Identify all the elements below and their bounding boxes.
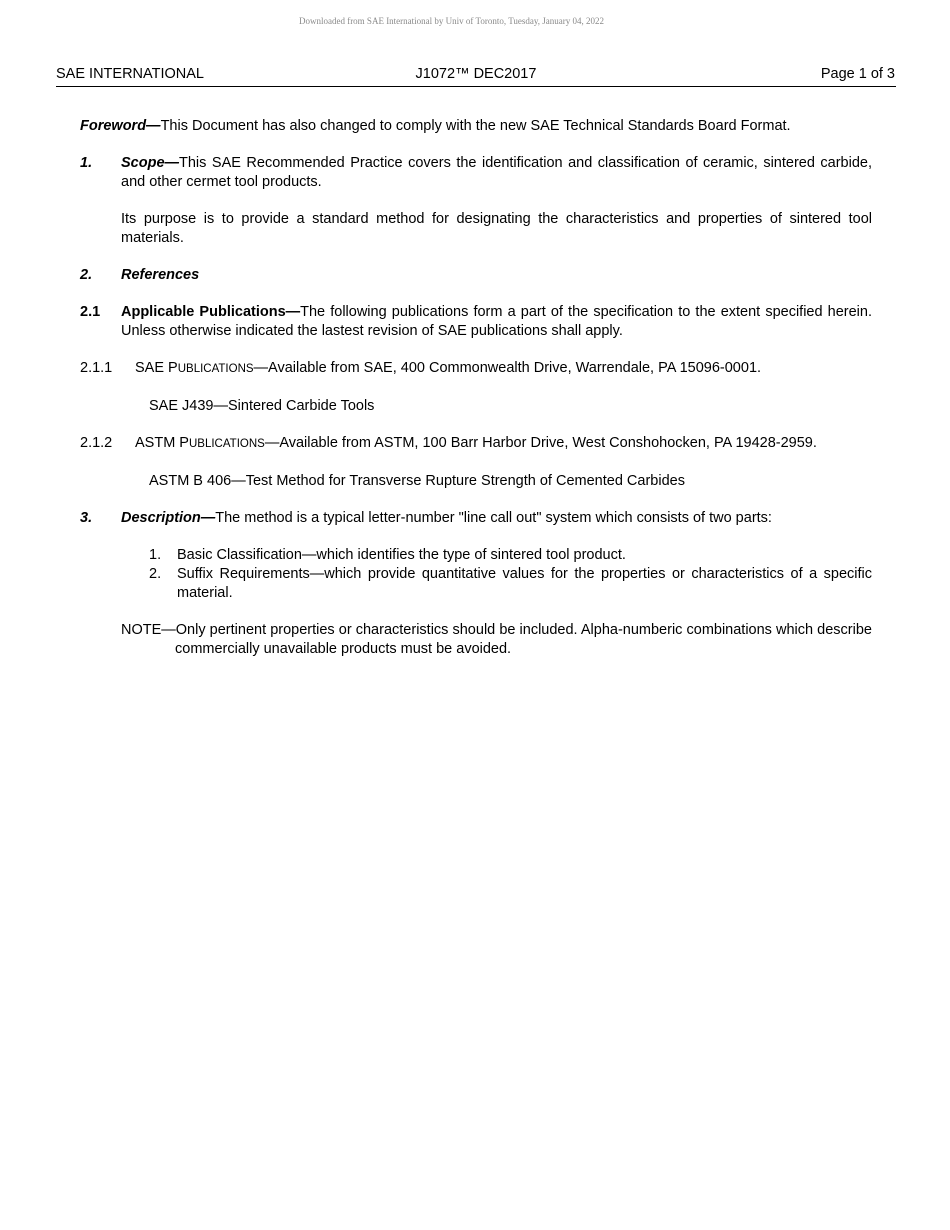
section-text: This SAE Recommended Practice covers the identification and classification of ceramic, sintered carbide, and other cermet tool products. (121, 155, 872, 190)
section-references (80, 266, 872, 285)
section-text: —Available from ASTM, 100 Barr Harbor Drive, West Conshohocken, PA 19428-2959. (264, 435, 817, 451)
section-lead: SAE P (135, 360, 178, 376)
page-header (56, 66, 896, 87)
foreword-title: Foreword— (80, 118, 161, 134)
header-org: SAE INTERNATIONAL (56, 66, 204, 82)
section-number: 3. (80, 510, 93, 526)
section-title: Applicable Publications— (121, 304, 301, 320)
list-item-text: Suffix Requirements—which provide quantitative values for the properties or characteristics of a specific material. (177, 566, 872, 601)
section-text: The following publications form a part of the specification to the extent specified herein. Unless otherwise indicated the lastest revision of SAE publications shall apply. (121, 304, 872, 339)
list-item (149, 565, 872, 603)
section-scope (80, 154, 872, 192)
list-item-number: 1. (149, 547, 162, 563)
header-page-number: Page 1 of 3 (820, 66, 895, 82)
section-lead-smallcaps: UBLICATIONS (188, 438, 265, 450)
download-watermark: Downloaded from SAE International by Univ of Toronto, Tuesday, January 04, 2022 (298, 16, 605, 26)
section-lead: ASTM P (135, 435, 189, 451)
section-astm-publications (80, 434, 872, 454)
section-number: 2.1 (80, 304, 101, 320)
section-number: 2.1.2 (80, 435, 113, 451)
header-doc-id: J1072™ DEC2017 (415, 66, 537, 82)
section-description (80, 509, 872, 528)
document-body (80, 117, 872, 677)
section-text: Its purpose is to provide a standard method for designating the characteristics and properties of sintered tool materials. (121, 211, 872, 246)
reference-astm-b406: ASTM B 406—Test Method for Transverse Rupture Strength of Cemented Carbides (149, 473, 685, 489)
section-applicable-publications (80, 303, 872, 341)
note (80, 621, 872, 659)
section-sae-publications (80, 359, 872, 379)
reference-sae-j439: SAE J439—Sintered Carbide Tools (149, 398, 375, 414)
description-parts-list (80, 546, 872, 603)
list-item (149, 546, 872, 565)
section-lead-smallcaps: UBLICATIONS (177, 363, 254, 375)
section-title: References (121, 267, 200, 283)
section-number: 2.1.1 (80, 360, 113, 376)
section-text: —Available from SAE, 400 Commonwealth Drive, Warrendale, PA 15096-0001. (253, 360, 762, 376)
section-title: Description— (121, 510, 216, 526)
note-text: NOTE—Only pertinent properties or characteristics should be included. Alpha-numberic combinations which describe commercially unavailable products must be avoided. (121, 622, 872, 657)
foreword (80, 117, 872, 136)
section-text: The method is a typical letter-number "line call out" system which consists of two parts: (215, 510, 772, 526)
list-item-number: 2. (149, 566, 162, 582)
list-item-text: Basic Classification—which identifies the type of sintered tool product. (177, 547, 626, 563)
section-scope-purpose (80, 210, 872, 248)
section-number: 1. (80, 155, 93, 171)
section-title: Scope— (121, 155, 180, 171)
foreword-text: This Document has also changed to comply with the new SAE Technical Standards Board Format. (160, 118, 791, 134)
section-number: 2. (80, 267, 93, 283)
